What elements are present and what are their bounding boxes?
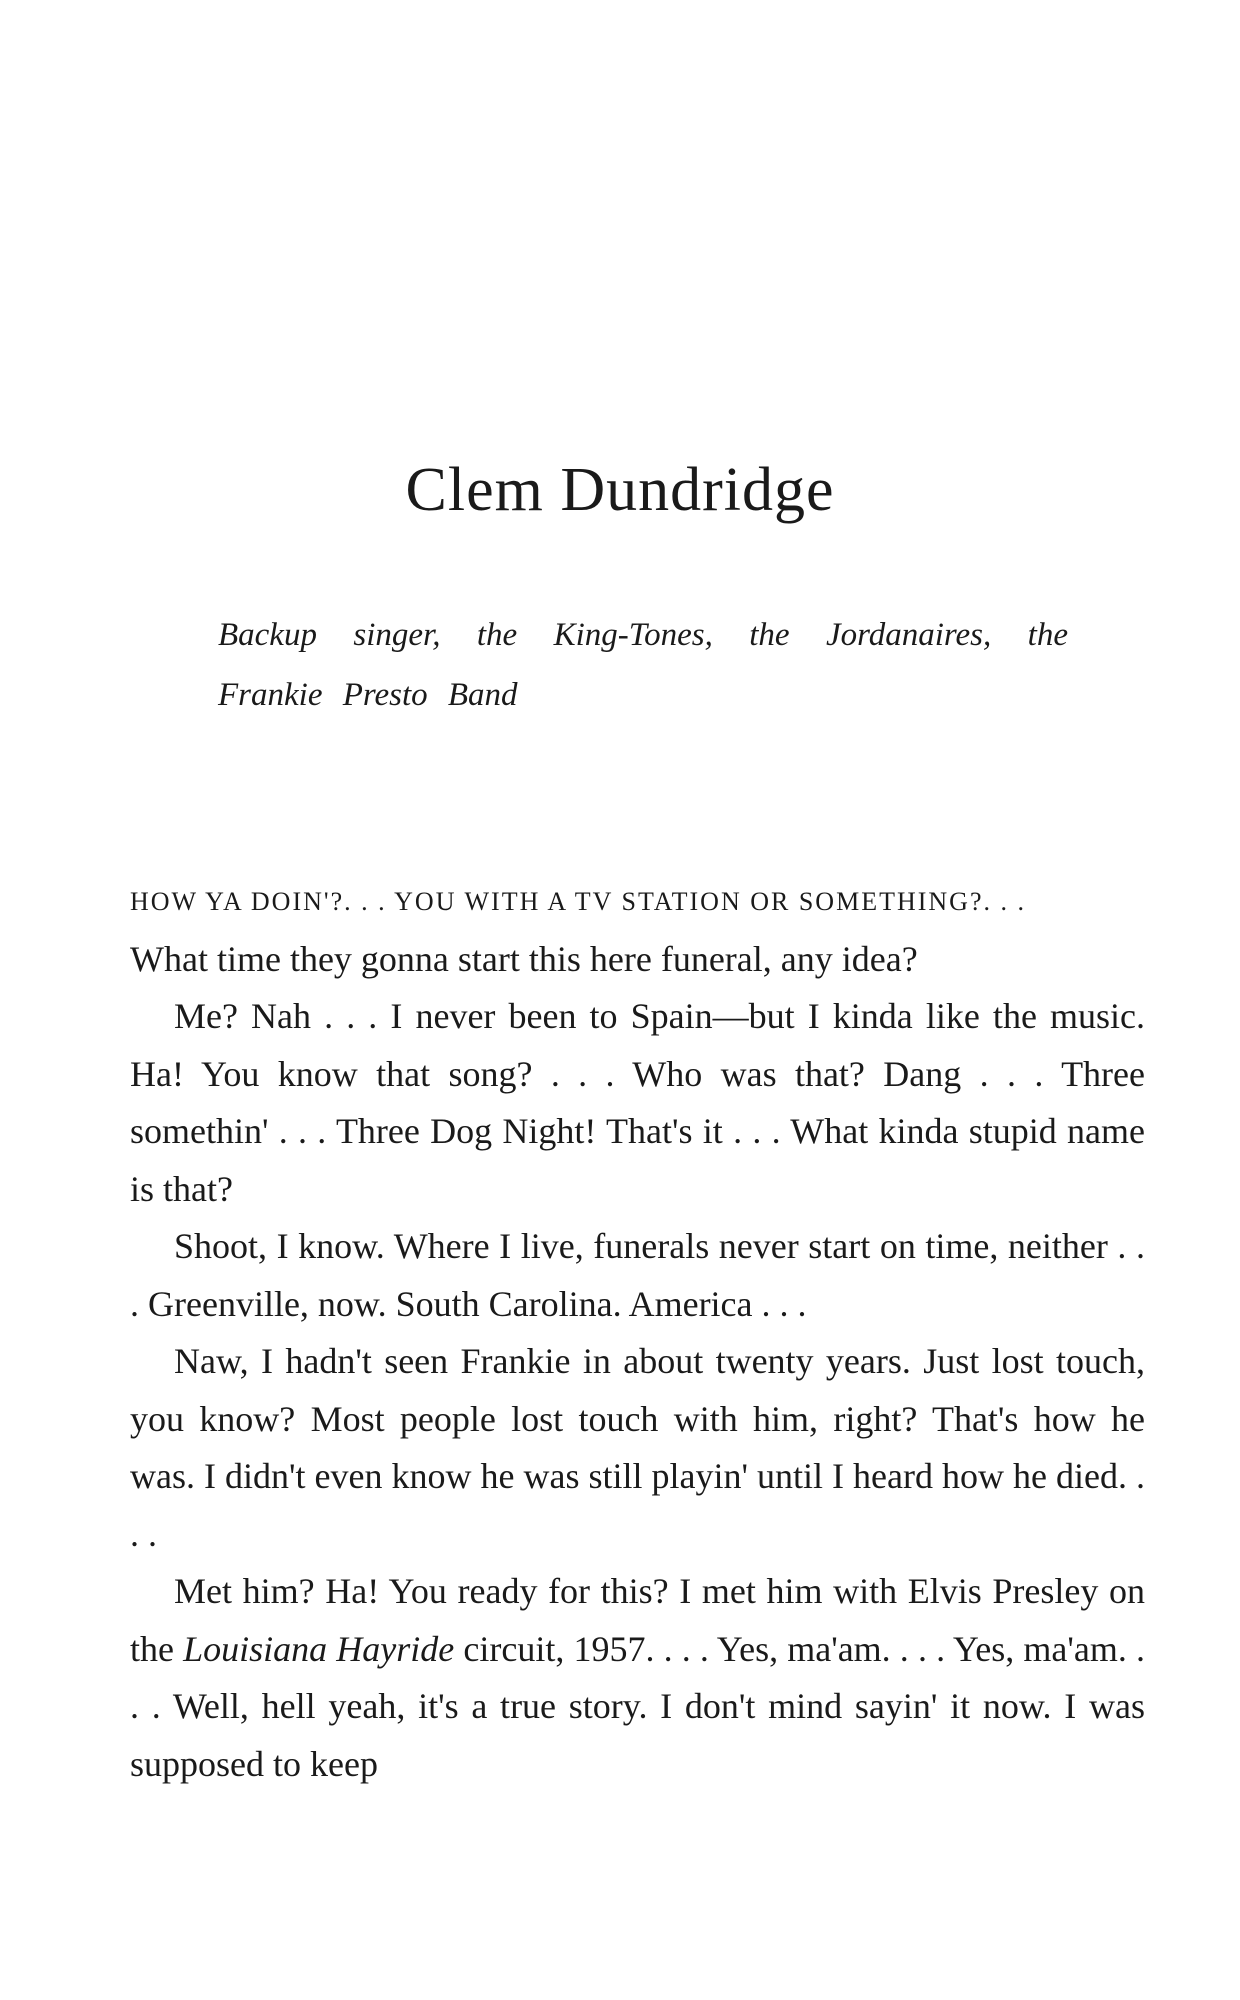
- body-text: [130, 870, 1145, 1793]
- paragraph-4: Naw, I hadn't seen Frankie in about twenty years. Just lost touch, you know? Most people lost touch with him, right? That's how he was. I didn't even know he was still playin' until I heard how he died. . . .: [130, 1341, 1145, 1554]
- paragraph-2: Me? Nah . . . I never been to Spain—but I kinda like the music. Ha! You know that song? . . . Who was that? Dang . . . Three somethin' . . . Three Dog Night! That's it . . . What kinda stupid name is that?: [130, 996, 1145, 1209]
- paragraph-1: [130, 870, 1145, 988]
- paragraph-1-text: What time they gonna start this here funeral, any idea?: [130, 938, 918, 979]
- paragraph-3: Shoot, I know. Where I live, funerals never start on time, neither . . . Greenville, now. South Carolina. America . . .: [130, 1226, 1145, 1324]
- opening-small-caps: HOW YA DOIN'?. . . YOU WITH A TV STATION OR SOMETHING?. . .: [130, 887, 1026, 916]
- paragraph-5-text-b: circuit, 1957. . . . Yes, ma'am. . . . Yes, ma'am. . . . Well, hell yeah, it's a true story. I don't mind sayin' it now. I was supposed to keep: [130, 1628, 1145, 1784]
- chapter-subtitle: Backup singer, the King-Tones, the Jordanaires, the Frankie Presto Band: [218, 617, 1068, 713]
- paragraph-5-text-a: Met him? Ha! You ready for this? I met him with Elvis Presley on the: [130, 1571, 1145, 1669]
- italic-title: Louisiana Hayride: [183, 1628, 455, 1669]
- chapter-title: Clem Dundridge: [405, 456, 835, 524]
- paragraph-5: [130, 1563, 1145, 1793]
